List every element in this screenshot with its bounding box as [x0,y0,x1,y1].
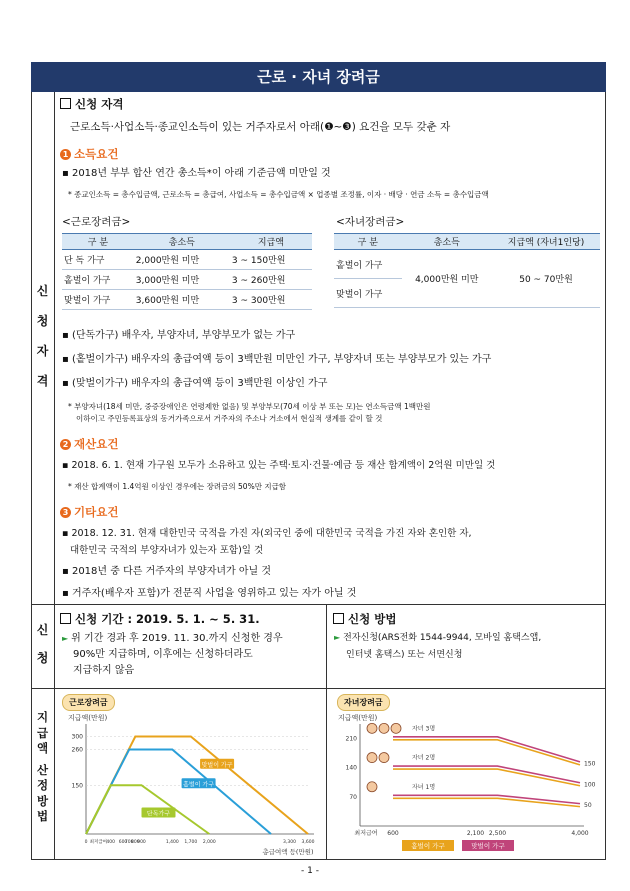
y-tick-label: 210 [345,735,357,743]
asset-line: ▪ 2018. 6. 1. 현재 가구원 모두가 소유하고 있는 주택·토지·건물·예금 등 재산 합계액이 2억원 미만일 것 [62,460,496,471]
page-number: - 1 - [301,866,319,876]
other-line: ▪ 2018. 12. 31. 현재 대한민국 국적을 가진 자(외국인 중에 대한민국 국적을 가진 자와 혼인한 자, [62,528,472,539]
checkbox-icon [60,613,71,624]
child-table-title: <자녀장려금> [336,216,405,228]
x-tick-label: 최저급여 [354,830,378,837]
child-face-icon [367,753,377,763]
other-line: ▪ 거주자(배우자 포함)가 전문직 사업을 영위하고 있는 자가 아닐 것 [62,588,357,599]
eligibility-intro: 근로소득·사업소득·종교인소득이 있는 거주자로서 아래(❶~❸) 요건을 모두 갖춘 자 [70,121,451,133]
other-title: 3 기타요건 [60,505,118,519]
x-tick-label: 400 [106,840,115,845]
work-table: 구 분 총소득 지급액 단 독 가구 2,000만원 미만 3 ~ 150만원 홑벌이 가구 3,000만원 미만 3 ~ 260만원 맞벌이 가구 3,600만원 미만 3 ~ 300만원 [62,233,312,310]
eligibility-title: 신청 자격 [60,97,123,111]
table-row: 단 독 가구 2,000만원 미만 3 ~ 150만원 [62,250,312,270]
x-tick-label: 600 [118,840,128,845]
child-face-icon [367,723,377,733]
application-divider [326,604,327,688]
series-label: 단독가구 [146,810,171,818]
x-tick-label: 최저급여 [89,840,108,845]
x-tick-label: 2,500 [488,830,507,837]
household-note: 이하이고 주민등록표상의 동거가족으로서 거주자의 주소나 거소에서 현실적 생계를 같이 할 것 [76,414,383,423]
work-incentive-chart [58,708,322,858]
side-label-application: 신 청 [36,623,49,665]
y-tick-label: 260 [71,746,83,754]
section-divider [31,604,606,605]
y-tick-label-right: 100 [584,781,596,789]
child-table: 구 분 총소득 지급액 (자녀1인당) 홑벌이 가구 4,000만원 미만 50 ~ 70만원 맞벌이 가구 [334,233,600,308]
legend-label: 맞벌이 가구 [471,842,505,850]
x-tick-label: 600 [387,830,399,837]
chart-title-work: 근로장려금 [62,694,115,711]
series-label: 홑벌이 가구 [183,781,215,789]
chart-divider [326,688,327,860]
series-label: 자녀 2명 [412,754,436,762]
income-line: ▪ 2018년 부부 합산 연간 총소득*이 아래 기준금액 미만일 것 [62,168,331,179]
legend-label: 홑벌이 가구 [411,842,445,850]
x-axis-label: 총급여액 등(만원) [262,848,314,856]
chart-title-child: 자녀장려금 [337,694,390,711]
number-badge: 2 [60,439,71,450]
table-row: 홑벌이 가구 4,000만원 미만 50 ~ 70만원 [334,250,600,279]
side-label-calc: 지 급 액 산 정 방 법 [36,710,49,823]
child-face-icon [379,723,389,733]
page-title: 근로 · 자녀 장려금 [31,62,606,92]
side-label-eligibility: 신 청 자 격 [36,284,49,388]
series-line-single [393,798,580,806]
x-tick-label: 4,000 [571,830,589,837]
household-line: ▪ (단독가구) 배우자, 부양자녀, 부양부모가 없는 가구 [62,330,296,341]
y-tick-label-right: 50 [584,802,592,810]
x-tick-label: 1,700 [184,840,198,845]
asset-title: 2 재산요건 [60,437,118,451]
y-tick-label: 140 [345,764,357,772]
household-note: * 부양자녀(18세 미만, 중증장애인은 연령제한 없음) 및 부양부모(70세 이상 부 또는 모)는 연소득금액 1백만원 [68,402,431,411]
series-label: 자녀 3명 [412,725,436,733]
series-label: 맞벌이 가구 [201,761,233,769]
period-text: 지급하지 않음 [73,665,135,676]
number-badge: 1 [60,149,71,160]
number-badge: 3 [60,507,71,518]
x-tick-label: 2,100 [466,830,485,837]
y-axis-label: 지급액(만원) [338,714,378,722]
series-label: 자녀 1명 [412,783,436,791]
child-face-icon [379,753,389,763]
household-line: ▪ (맞벌이가구) 배우자의 총급여액 등이 3백만원 이상인 가구 [62,378,328,389]
checkbox-icon [60,98,71,109]
x-tick-label: 1,400 [165,840,179,845]
other-line: ▪ 2018년 중 다른 거주자의 부양자녀가 아닐 것 [62,566,272,577]
arrow-icon: ► [334,633,341,642]
income-title: 1 소득요건 [60,147,118,161]
y-tick-label-right: 150 [584,760,596,768]
household-line: ▪ (홑벌이가구) 배우자의 총급여액 등이 3백만원 미만인 가구, 부양자녀 또는 부양부모가 있는 가구 [62,354,492,365]
section-divider [31,688,606,689]
series-line [86,750,271,835]
series-line-dual [393,795,580,803]
period-title: 신청 기간 : 2019. 5. 1. ~ 5. 31. [60,612,260,626]
table-row: 맞벌이 가구 3,600만원 미만 3 ~ 300만원 [62,290,312,310]
y-tick-label: 150 [71,782,83,790]
x-tick-label: 3,600 [301,840,315,845]
child-incentive-chart [332,708,602,858]
child-face-icon [391,723,401,733]
x-tick-label: 900 [137,840,146,845]
x-tick-label: 700 [124,840,134,845]
table-row: 맞벌이 가구 [334,279,600,308]
x-tick-label: 3,300 [283,840,296,845]
method-text: 인터넷 홈택스) 또는 서면신청 [346,650,463,660]
period-text: ► 위 기간 경과 후 2019. 11. 30.까지 신청한 경우 [62,633,283,644]
asset-note: * 재산 합계액이 1.4억원 이상인 경우에는 장려금의 50%만 지급함 [68,482,287,491]
y-tick-label: 300 [71,733,83,741]
work-table-title: <근로장려금> [62,216,131,228]
other-line: 대한민국 국적의 부양자녀가 있는자 포함)일 것 [70,545,264,556]
x-tick-label: 800 [131,840,140,845]
income-note: * 종교인소득 = 총수입금액, 근로소득 = 총급여, 사업소득 = 총수입금액 × 업종별 조정률, 이자 · 배당 · 연금 소득 = 총수입금액 [68,190,489,199]
method-title: 신청 방법 [333,612,396,626]
arrow-icon: ► [62,634,69,643]
x-tick-label: 2,000 [202,840,216,845]
child-face-icon [367,782,377,792]
x-tick-label: 0 [84,840,88,845]
table-row: 홑벌이 가구 3,000만원 미만 3 ~ 260만원 [62,270,312,290]
method-text: ► 전자신청(ARS전화 1544-9944, 모바일 홈택스앱, [334,633,542,643]
side-divider [54,92,55,860]
period-text: 90%만 지급하며, 이후에는 신청하더라도 [73,649,253,660]
y-tick-label: 70 [349,793,357,801]
y-axis-label: 지급액(만원) [68,714,108,722]
checkbox-icon [333,613,344,624]
